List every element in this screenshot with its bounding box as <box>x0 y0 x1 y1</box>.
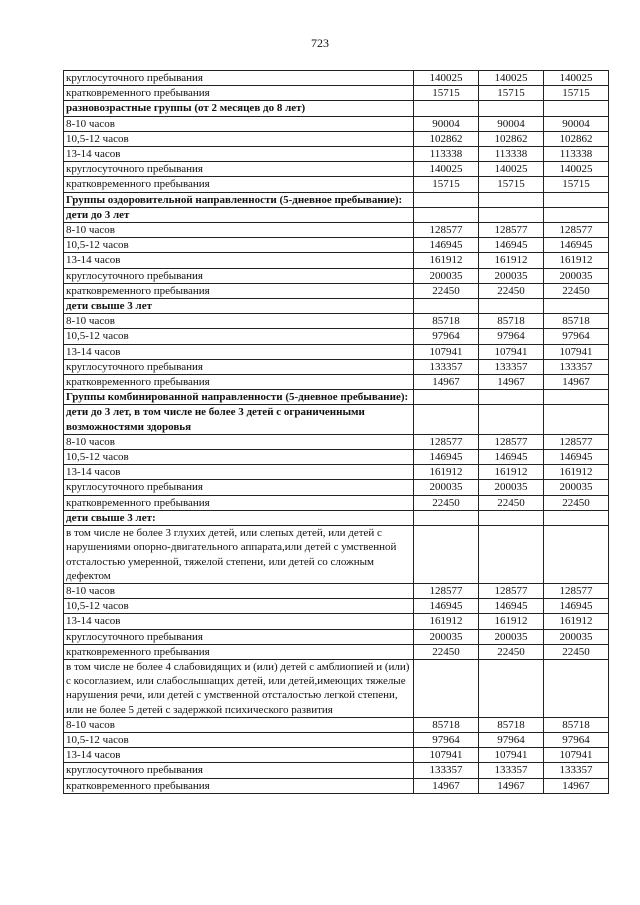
value-cell-year-1: 128577 <box>414 583 479 598</box>
value-cell-year-1: 133357 <box>414 359 479 374</box>
value-cell-year-3: 200035 <box>544 268 609 283</box>
value-cell-year-1: 200035 <box>414 480 479 495</box>
table-row <box>64 763 609 778</box>
row-label: кратковременного пребывания <box>64 283 414 298</box>
value-cell-year-3: 97964 <box>544 329 609 344</box>
row-label: 8-10 часов <box>64 434 414 449</box>
value-cell-year-1 <box>414 390 479 405</box>
value-cell-year-2: 128577 <box>479 583 544 598</box>
page-number: 723 <box>311 36 329 50</box>
value-cell-year-2: 15715 <box>479 177 544 192</box>
table-row <box>64 748 609 763</box>
row-label: в том числе не более 4 слабовидящих и (или) детей с амблиопией и (или) с косоглазием, или слабослышащих детей, или детей,имеющих тяжелые нарушения речи, или детей с умственной отсталостью легкой степени, или не более 5 детей с задержкой психического развития <box>64 659 414 717</box>
table-row <box>64 659 609 717</box>
value-cell-year-3: 161912 <box>544 465 609 480</box>
value-cell-year-1: 102862 <box>414 131 479 146</box>
value-cell-year-3: 22450 <box>544 495 609 510</box>
value-cell-year-2: 22450 <box>479 495 544 510</box>
value-cell-year-3 <box>544 101 609 116</box>
value-cell-year-2 <box>479 390 544 405</box>
value-cell-year-3: 200035 <box>544 480 609 495</box>
value-cell-year-2: 14967 <box>479 375 544 390</box>
value-cell-year-1: 97964 <box>414 732 479 747</box>
value-cell-year-1: 146945 <box>414 450 479 465</box>
value-cell-year-2: 146945 <box>479 238 544 253</box>
value-cell-year-3: 133357 <box>544 763 609 778</box>
value-cell-year-1: 128577 <box>414 223 479 238</box>
table-row <box>64 299 609 314</box>
value-cell-year-2 <box>479 510 544 525</box>
value-cell-year-2: 140025 <box>479 71 544 86</box>
row-label: в том числе не более 3 глухих детей, или слепых детей, или детей с нарушениями опорно-двигательного аппарата,или детей с умственной отсталостью умеренной, тяжелой степени, или детей со сложным дефектом <box>64 526 414 584</box>
table-row <box>64 253 609 268</box>
table-row <box>64 268 609 283</box>
value-cell-year-3: 102862 <box>544 131 609 146</box>
row-label: 8-10 часов <box>64 116 414 131</box>
value-cell-year-1: 161912 <box>414 253 479 268</box>
table-row <box>64 510 609 525</box>
value-cell-year-2: 85718 <box>479 314 544 329</box>
table-row <box>64 732 609 747</box>
table-row <box>64 644 609 659</box>
value-cell-year-2: 107941 <box>479 748 544 763</box>
row-label: круглосуточного пребывания <box>64 268 414 283</box>
value-cell-year-1: 15715 <box>414 86 479 101</box>
value-cell-year-3: 161912 <box>544 614 609 629</box>
value-cell-year-2: 133357 <box>479 359 544 374</box>
value-cell-year-1: 15715 <box>414 177 479 192</box>
value-cell-year-3 <box>544 659 609 717</box>
row-label: 13-14 часов <box>64 253 414 268</box>
table-row <box>64 71 609 86</box>
value-cell-year-1 <box>414 526 479 584</box>
table-row <box>64 465 609 480</box>
value-cell-year-2 <box>479 405 544 434</box>
table-row <box>64 390 609 405</box>
value-cell-year-1: 22450 <box>414 644 479 659</box>
value-cell-year-3: 107941 <box>544 344 609 359</box>
table-row <box>64 526 609 584</box>
table-row <box>64 329 609 344</box>
table-row <box>64 101 609 116</box>
row-label: 13-14 часов <box>64 465 414 480</box>
value-cell-year-1: 22450 <box>414 495 479 510</box>
value-cell-year-1 <box>414 101 479 116</box>
value-cell-year-3: 90004 <box>544 116 609 131</box>
value-cell-year-2: 97964 <box>479 329 544 344</box>
value-cell-year-3: 14967 <box>544 778 609 793</box>
value-cell-year-1: 107941 <box>414 748 479 763</box>
value-cell-year-3: 22450 <box>544 644 609 659</box>
value-cell-year-1: 85718 <box>414 314 479 329</box>
row-label: дети свыше 3 лет <box>64 299 414 314</box>
value-cell-year-2: 200035 <box>479 480 544 495</box>
value-cell-year-3: 128577 <box>544 223 609 238</box>
row-label: 10,5-12 часов <box>64 450 414 465</box>
value-cell-year-3: 161912 <box>544 253 609 268</box>
table-row <box>64 434 609 449</box>
value-cell-year-2: 22450 <box>479 283 544 298</box>
row-label: кратковременного пребывания <box>64 644 414 659</box>
value-cell-year-2: 133357 <box>479 763 544 778</box>
table-row <box>64 238 609 253</box>
row-label: 13-14 часов <box>64 147 414 162</box>
value-cell-year-1 <box>414 510 479 525</box>
value-cell-year-1: 113338 <box>414 147 479 162</box>
row-label: кратковременного пребывания <box>64 495 414 510</box>
value-cell-year-3: 140025 <box>544 71 609 86</box>
row-label: дети до 3 лет, в том числе не более 3 детей с ограниченными возможностями здоровья <box>64 405 414 434</box>
table-row <box>64 614 609 629</box>
value-cell-year-1: 140025 <box>414 71 479 86</box>
value-cell-year-3 <box>544 510 609 525</box>
value-cell-year-3 <box>544 207 609 222</box>
value-cell-year-3: 15715 <box>544 177 609 192</box>
value-cell-year-2 <box>479 526 544 584</box>
value-cell-year-3: 107941 <box>544 748 609 763</box>
value-cell-year-2: 85718 <box>479 717 544 732</box>
row-label: круглосуточного пребывания <box>64 629 414 644</box>
row-label: разновозрастные группы (от 2 месяцев до 8 лет) <box>64 101 414 116</box>
value-cell-year-3: 200035 <box>544 629 609 644</box>
row-label: круглосуточного пребывания <box>64 480 414 495</box>
value-cell-year-3 <box>544 299 609 314</box>
row-label: 8-10 часов <box>64 583 414 598</box>
value-cell-year-1 <box>414 207 479 222</box>
row-label: кратковременного пребывания <box>64 778 414 793</box>
row-label: 13-14 часов <box>64 344 414 359</box>
row-label: 10,5-12 часов <box>64 238 414 253</box>
row-label: кратковременного пребывания <box>64 177 414 192</box>
value-cell-year-2: 102862 <box>479 131 544 146</box>
value-cell-year-2: 200035 <box>479 268 544 283</box>
value-cell-year-2: 113338 <box>479 147 544 162</box>
value-cell-year-1: 146945 <box>414 599 479 614</box>
value-cell-year-1: 14967 <box>414 375 479 390</box>
value-cell-year-3: 97964 <box>544 732 609 747</box>
row-label: дети свыше 3 лет: <box>64 510 414 525</box>
value-cell-year-1 <box>414 405 479 434</box>
row-label: 8-10 часов <box>64 717 414 732</box>
value-cell-year-2 <box>479 659 544 717</box>
row-label: 13-14 часов <box>64 614 414 629</box>
value-cell-year-2 <box>479 192 544 207</box>
row-label: Группы комбинированной направленности (5-дневное пребывание): <box>64 390 414 405</box>
value-cell-year-2: 97964 <box>479 732 544 747</box>
table-row <box>64 131 609 146</box>
value-cell-year-3: 128577 <box>544 583 609 598</box>
table-row <box>64 283 609 298</box>
row-label: круглосуточного пребывания <box>64 359 414 374</box>
table-row <box>64 778 609 793</box>
value-cell-year-1: 128577 <box>414 434 479 449</box>
value-cell-year-1: 200035 <box>414 629 479 644</box>
value-cell-year-3: 85718 <box>544 314 609 329</box>
table-row <box>64 147 609 162</box>
value-cell-year-1 <box>414 659 479 717</box>
value-cell-year-2: 90004 <box>479 116 544 131</box>
value-cell-year-3: 146945 <box>544 450 609 465</box>
table-row <box>64 207 609 222</box>
row-label: круглосуточного пребывания <box>64 71 414 86</box>
value-cell-year-1: 85718 <box>414 717 479 732</box>
row-label: Группы оздоровительной направленности (5-дневное пребывание): <box>64 192 414 207</box>
value-cell-year-1: 200035 <box>414 268 479 283</box>
value-cell-year-2: 161912 <box>479 465 544 480</box>
table-row <box>64 177 609 192</box>
value-cell-year-2: 161912 <box>479 253 544 268</box>
row-label: кратковременного пребывания <box>64 375 414 390</box>
row-label: 10,5-12 часов <box>64 329 414 344</box>
row-label: 13-14 часов <box>64 748 414 763</box>
value-cell-year-3: 113338 <box>544 147 609 162</box>
value-cell-year-2: 128577 <box>479 223 544 238</box>
row-label: 8-10 часов <box>64 223 414 238</box>
value-cell-year-2: 146945 <box>479 599 544 614</box>
value-cell-year-2 <box>479 299 544 314</box>
value-cell-year-2: 107941 <box>479 344 544 359</box>
value-cell-year-1 <box>414 192 479 207</box>
table-row <box>64 495 609 510</box>
table-row <box>64 162 609 177</box>
tariff-table <box>63 70 609 794</box>
table-row <box>64 344 609 359</box>
value-cell-year-2: 140025 <box>479 162 544 177</box>
table-row <box>64 480 609 495</box>
table-row <box>64 375 609 390</box>
value-cell-year-1: 90004 <box>414 116 479 131</box>
value-cell-year-2: 146945 <box>479 450 544 465</box>
row-label: 10,5-12 часов <box>64 599 414 614</box>
value-cell-year-1: 161912 <box>414 614 479 629</box>
value-cell-year-3: 146945 <box>544 599 609 614</box>
table-row <box>64 599 609 614</box>
value-cell-year-2: 15715 <box>479 86 544 101</box>
value-cell-year-1: 133357 <box>414 763 479 778</box>
value-cell-year-1: 97964 <box>414 329 479 344</box>
table-row <box>64 450 609 465</box>
table-row <box>64 359 609 374</box>
table-row <box>64 223 609 238</box>
value-cell-year-2: 161912 <box>479 614 544 629</box>
row-label: кратковременного пребывания <box>64 86 414 101</box>
table-row <box>64 717 609 732</box>
value-cell-year-1 <box>414 299 479 314</box>
value-cell-year-3: 85718 <box>544 717 609 732</box>
table-row <box>64 629 609 644</box>
value-cell-year-1: 22450 <box>414 283 479 298</box>
row-label: 10,5-12 часов <box>64 732 414 747</box>
table-row <box>64 314 609 329</box>
table-row <box>64 583 609 598</box>
value-cell-year-3: 15715 <box>544 86 609 101</box>
value-cell-year-2 <box>479 101 544 116</box>
row-label: 8-10 часов <box>64 314 414 329</box>
value-cell-year-3: 140025 <box>544 162 609 177</box>
value-cell-year-1: 14967 <box>414 778 479 793</box>
value-cell-year-3 <box>544 405 609 434</box>
value-cell-year-3: 14967 <box>544 375 609 390</box>
value-cell-year-2: 22450 <box>479 644 544 659</box>
value-cell-year-3: 128577 <box>544 434 609 449</box>
value-cell-year-3 <box>544 192 609 207</box>
row-label: круглосуточного пребывания <box>64 763 414 778</box>
tariff-table-body <box>64 71 609 794</box>
table-row <box>64 116 609 131</box>
value-cell-year-3: 22450 <box>544 283 609 298</box>
value-cell-year-2: 200035 <box>479 629 544 644</box>
row-label: круглосуточного пребывания <box>64 162 414 177</box>
table-row <box>64 86 609 101</box>
value-cell-year-1: 146945 <box>414 238 479 253</box>
table-row <box>64 405 609 434</box>
table-row <box>64 192 609 207</box>
value-cell-year-2: 14967 <box>479 778 544 793</box>
row-label: 10,5-12 часов <box>64 131 414 146</box>
value-cell-year-2 <box>479 207 544 222</box>
row-label: дети до 3 лет <box>64 207 414 222</box>
value-cell-year-2: 128577 <box>479 434 544 449</box>
value-cell-year-3: 133357 <box>544 359 609 374</box>
value-cell-year-1: 161912 <box>414 465 479 480</box>
value-cell-year-1: 140025 <box>414 162 479 177</box>
value-cell-year-3: 146945 <box>544 238 609 253</box>
value-cell-year-3 <box>544 390 609 405</box>
value-cell-year-3 <box>544 526 609 584</box>
value-cell-year-1: 107941 <box>414 344 479 359</box>
